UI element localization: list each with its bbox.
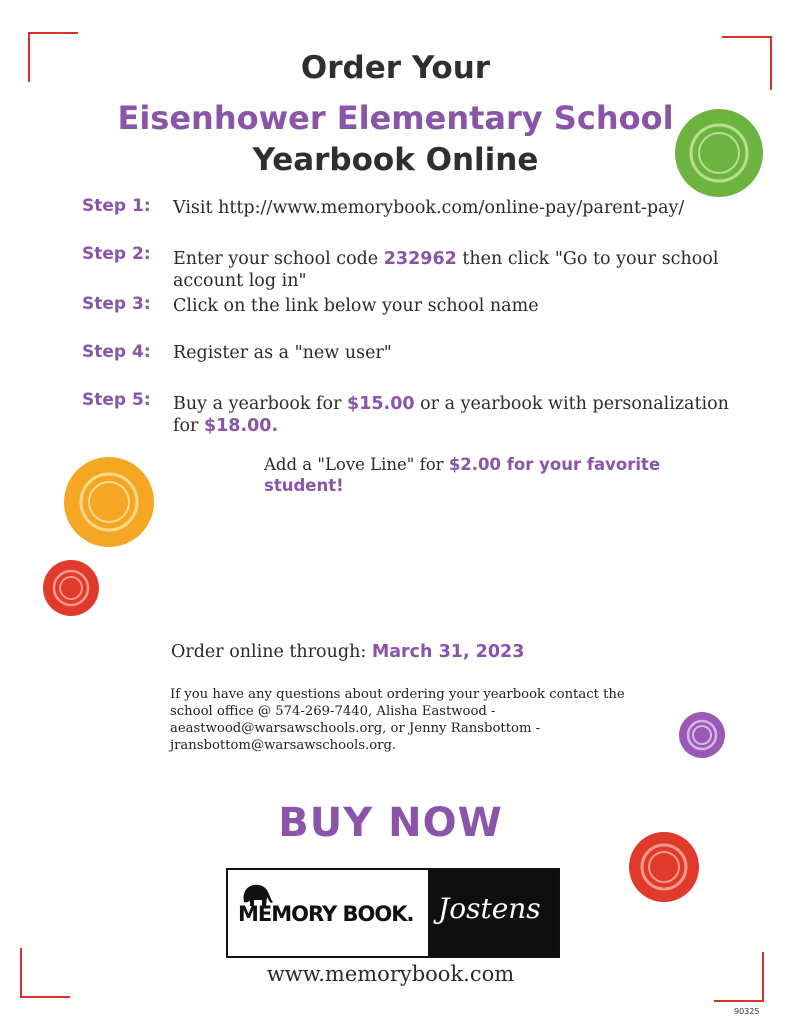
jostens-logo bbox=[428, 870, 558, 956]
form-code: 90325 bbox=[734, 1007, 760, 1016]
love-line-pre: Add a "Love Line" for bbox=[264, 455, 449, 474]
step-2-post: then click "Go to your school account log in" bbox=[173, 249, 719, 291]
step-3-label: Step 3: bbox=[82, 294, 151, 314]
memory-book-logo bbox=[228, 870, 428, 956]
title-school-name: Eisenhower Elementary School bbox=[117, 99, 674, 137]
yearbook-price: $15.00 bbox=[347, 394, 415, 414]
personalized-price: $18.00. bbox=[203, 416, 279, 436]
website-url[interactable]: www.memorybook.com bbox=[266, 962, 515, 986]
red-circle-decoration bbox=[42, 559, 100, 617]
title-yearbook-online: Yearbook Online bbox=[252, 142, 539, 178]
memory-book-wordmark: MEMORY BOOK. bbox=[238, 902, 414, 926]
step-4-label: Step 4: bbox=[82, 342, 151, 362]
school-code: 232962 bbox=[383, 249, 457, 269]
step-2-label: Step 2: bbox=[82, 244, 151, 264]
step-5-label: Step 5: bbox=[82, 390, 151, 410]
order-deadline bbox=[171, 642, 524, 662]
love-line-highlight: $2.00 for your favorite student! bbox=[264, 455, 661, 495]
step-5-mid: or a yearbook with personalization for bbox=[173, 394, 729, 436]
order-label: Order online through: bbox=[171, 642, 372, 662]
memorybook-jostens-logo bbox=[226, 868, 560, 958]
step-5-text bbox=[173, 393, 733, 437]
love-line-note bbox=[264, 454, 684, 496]
contact-info: If you have any questions about ordering your yearbook contact the school office @ 574-269-7440, Alisha Eastwood - aeastwood@warsawschools.org, or Jenny Ransbottom - jransbottom@warsawschools.org. bbox=[170, 687, 625, 753]
orange-circle-decoration bbox=[63, 456, 155, 548]
step-5-pre: Buy a yearbook for bbox=[173, 394, 348, 414]
step-2-pre: Enter your school code bbox=[173, 249, 384, 269]
buy-now-heading: BUY NOW bbox=[278, 800, 503, 846]
step-1-label: Step 1: bbox=[82, 196, 151, 216]
step-3-text: Click on the link below your school name bbox=[173, 296, 539, 316]
order-date: March 31, 2023 bbox=[371, 642, 525, 662]
title-order-your: Order Your bbox=[300, 50, 491, 86]
step-2-text bbox=[173, 248, 733, 292]
jostens-wordmark: Jostens bbox=[438, 892, 541, 925]
step-4-text: Register as a "new user" bbox=[173, 343, 392, 363]
purple-circle-decoration bbox=[678, 711, 726, 759]
step-1-text: Visit http://www.memorybook.com/online-pay/parent-pay/ bbox=[173, 198, 685, 218]
